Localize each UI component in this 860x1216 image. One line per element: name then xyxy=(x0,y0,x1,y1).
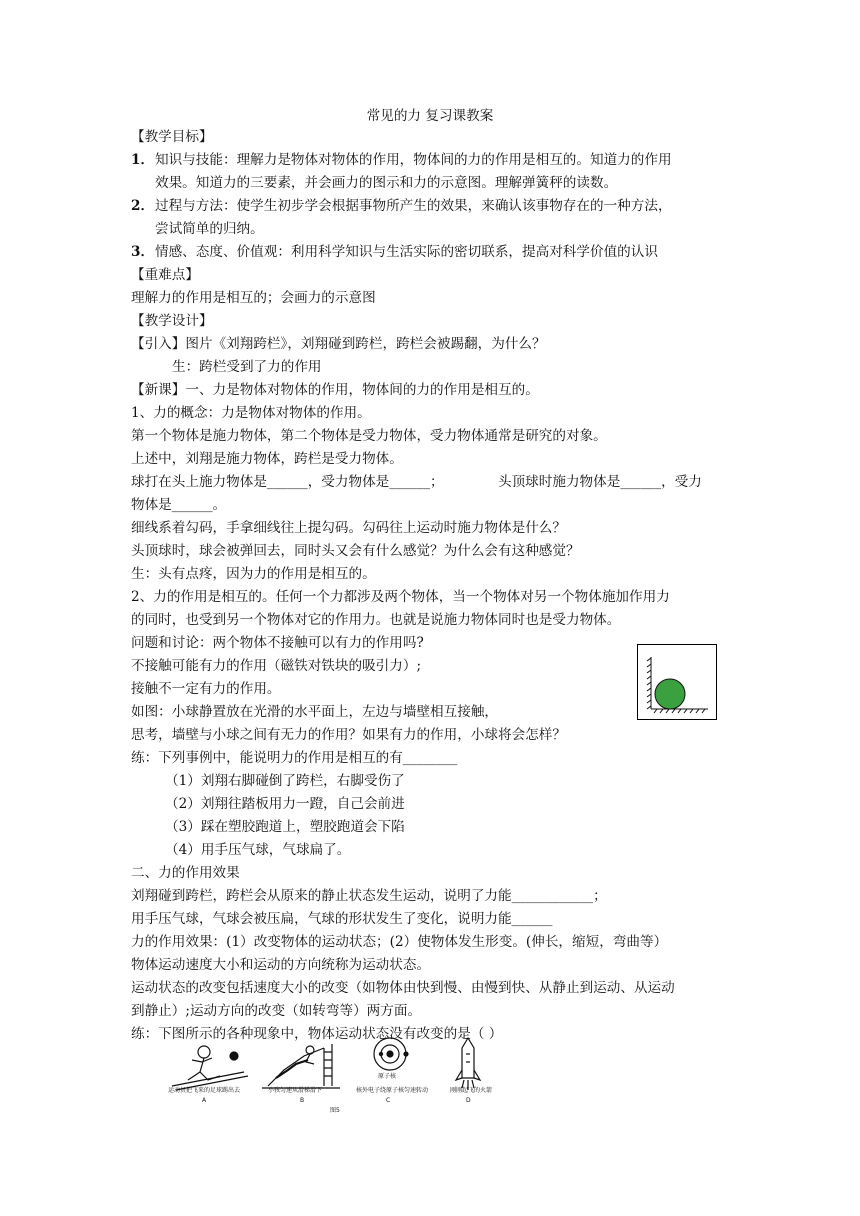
goal-2-continued: 尝试简单的归纳。 xyxy=(155,221,264,237)
fill-blank-question-2: 头顶球时施力物体是______，受力 xyxy=(498,474,702,490)
paragraph: 第一个物体是施力物体，第二个物体是受力物体，受力物体通常是研究的对象。 xyxy=(131,428,607,444)
section-heading-goals: 【教学目标】 xyxy=(131,129,213,145)
exercise-1: 练：下列事例中，能说明力的作用是相互的有________ xyxy=(131,750,458,766)
ball-wall-figure xyxy=(637,644,717,720)
exercise-1-option: （4）用手压气球，气球扁了。 xyxy=(165,842,351,858)
figure-5 xyxy=(164,1030,516,1114)
goal-2 xyxy=(131,195,672,217)
caption-b: 小孩匀速从滑梯滑下 xyxy=(268,1087,323,1094)
paragraph: 力的作用效果：(1）改变物体的运动状态；(2）使物体发生形变。(伸长，缩短，弯曲等） xyxy=(131,934,668,950)
section-heading-design: 【教学设计】 xyxy=(131,313,213,329)
paragraph: 运动状态的改变包括速度大小的改变（如物体由快到慢、由慢到快、从静止到运动、从运动 xyxy=(131,980,675,996)
section-heading-effects: 二、力的作用效果 xyxy=(131,865,240,881)
paragraph: 1、力的概念：力是物体对物体的作用。 xyxy=(131,405,371,421)
paragraph: 问题和讨论：两个物体不接触可以有力的作用吗? xyxy=(131,635,424,651)
goal-1-number: 1． xyxy=(131,152,155,168)
goal-1-text: 知识与技能：理解力是物体对物体的作用，物体间的力的作用是相互的。知道力的作用 xyxy=(155,152,672,168)
goal-3-text: 情感、态度、价值观：利用科学知识与生活实际的密切联系，提高对科学价值的认识 xyxy=(155,244,658,260)
illustration-b-slide xyxy=(262,1044,340,1088)
ball xyxy=(655,679,685,709)
figure-5-label: 图5 xyxy=(330,1107,340,1114)
fill-blank-question-2-continued: 物体是______。 xyxy=(131,497,227,513)
goal-1-continued: 效果。知道力的三要素，并会画力的图示和力的示意图。理解弹簧秤的读数。 xyxy=(155,175,618,191)
illustration-d-rocket xyxy=(456,1038,480,1090)
new-lesson-heading: 【新课】一、力是物体对物体的作用，物体间的力的作用是相互的。 xyxy=(131,382,539,398)
key-points-text: 理解力的作用是相互的；会画力的示意图 xyxy=(131,290,376,306)
caption-a: 运动员把飞来的足球踢出去 xyxy=(168,1087,241,1094)
label-d: D xyxy=(466,1097,471,1104)
goal-3 xyxy=(131,241,658,263)
goal-2-text: 过程与方法：使学生初步学会根据事物所产生的效果，来确认该事物存在的一种方法， xyxy=(155,198,672,214)
exercise-1-option: （1）刘翔右脚碰倒了跨栏，右脚受伤了 xyxy=(165,773,405,789)
page-title: 常见的力 复习课教案 xyxy=(366,108,494,124)
caption-c: 核外电子绕原子核匀速转动 xyxy=(356,1087,429,1094)
intro-answer: 生：跨栏受到了力的作用 xyxy=(172,359,322,375)
figure-5-drawing xyxy=(164,1030,516,1114)
caption-extra-nucleus: 原子核 xyxy=(378,1073,397,1080)
intro-paragraph: 【引入】图片《刘翔跨栏》，刘翔碰到跨栏，跨栏会被踢翻，为什么？ xyxy=(131,336,546,352)
label-b: B xyxy=(300,1097,305,1104)
exercise-2: 练：下图所示的各种现象中，物体运动状态没有改变的是（ ） xyxy=(131,1026,503,1042)
paragraph: 思考，墙壁与小球之间有无力的作用？如果有力的作用，小球将会怎样？ xyxy=(131,727,566,743)
exercise-1-option: （2）刘翔往踏板用力一蹬，自己会前进 xyxy=(165,796,405,812)
paragraph: 不接触可能有力的作用（磁铁对铁块的吸引力）; xyxy=(131,658,422,674)
exercise-1-option: （3）踩在塑胶跑道上，塑胶跑道会下陷 xyxy=(165,819,405,835)
paragraph: 到静止）;运动方向的改变（如转弯等）两方面。 xyxy=(131,1003,422,1019)
paragraph: 细线系着勾码，手拿细线往上提勾码。勾码往上运动时施力物体是什么？ xyxy=(131,520,566,536)
paragraph: 上述中，刘翔是施力物体，跨栏是受力物体。 xyxy=(131,451,403,467)
paragraph: 如图：小球静置放在光滑的水平面上，左边与墙壁相互接触， xyxy=(131,704,499,720)
paragraph: 的同时，也受到另一个物体对它的作用力。也就是说施力物体同时也是受力物体。 xyxy=(131,612,621,628)
goal-1 xyxy=(131,149,672,171)
caption-d: 刚刚起飞的火箭 xyxy=(450,1087,493,1094)
paragraph: 刘翔碰到跨栏，跨栏会从原来的静止状态发生运动，说明了力能____________； xyxy=(131,888,607,904)
illustration-c-atom xyxy=(374,1038,408,1070)
paragraph: 物体运动速度大小和运动的方向统称为运动状态。 xyxy=(131,957,431,973)
goal-2-number: 2． xyxy=(131,198,155,214)
paragraph: 用手压气球，气球会被压扁，气球的形状发生了变化，说明力能______ xyxy=(131,911,553,927)
fill-blank-question-1: 球打在头上施力物体是______，受力物体是______； xyxy=(131,474,444,490)
paragraph: 生：头有点疼，因为力的作用是相互的。 xyxy=(131,566,376,582)
paragraph: 头顶球时，球会被弹回去，同时头又会有什么感觉？为什么会有这种感觉？ xyxy=(131,543,580,559)
paragraph: 接触不一定有力的作用。 xyxy=(131,681,281,697)
illustration-a-footballer xyxy=(172,1046,248,1090)
section-heading-key-points: 【重难点】 xyxy=(131,267,199,283)
goal-3-number: 3． xyxy=(131,244,155,260)
label-c: C xyxy=(386,1097,391,1104)
label-a: A xyxy=(202,1097,207,1104)
paragraph: 2、力的作用是相互的。任何一个力都涉及两个物体，当一个物体对另一个物体施加作用力 xyxy=(131,589,670,605)
ball-wall-drawing xyxy=(638,645,716,719)
